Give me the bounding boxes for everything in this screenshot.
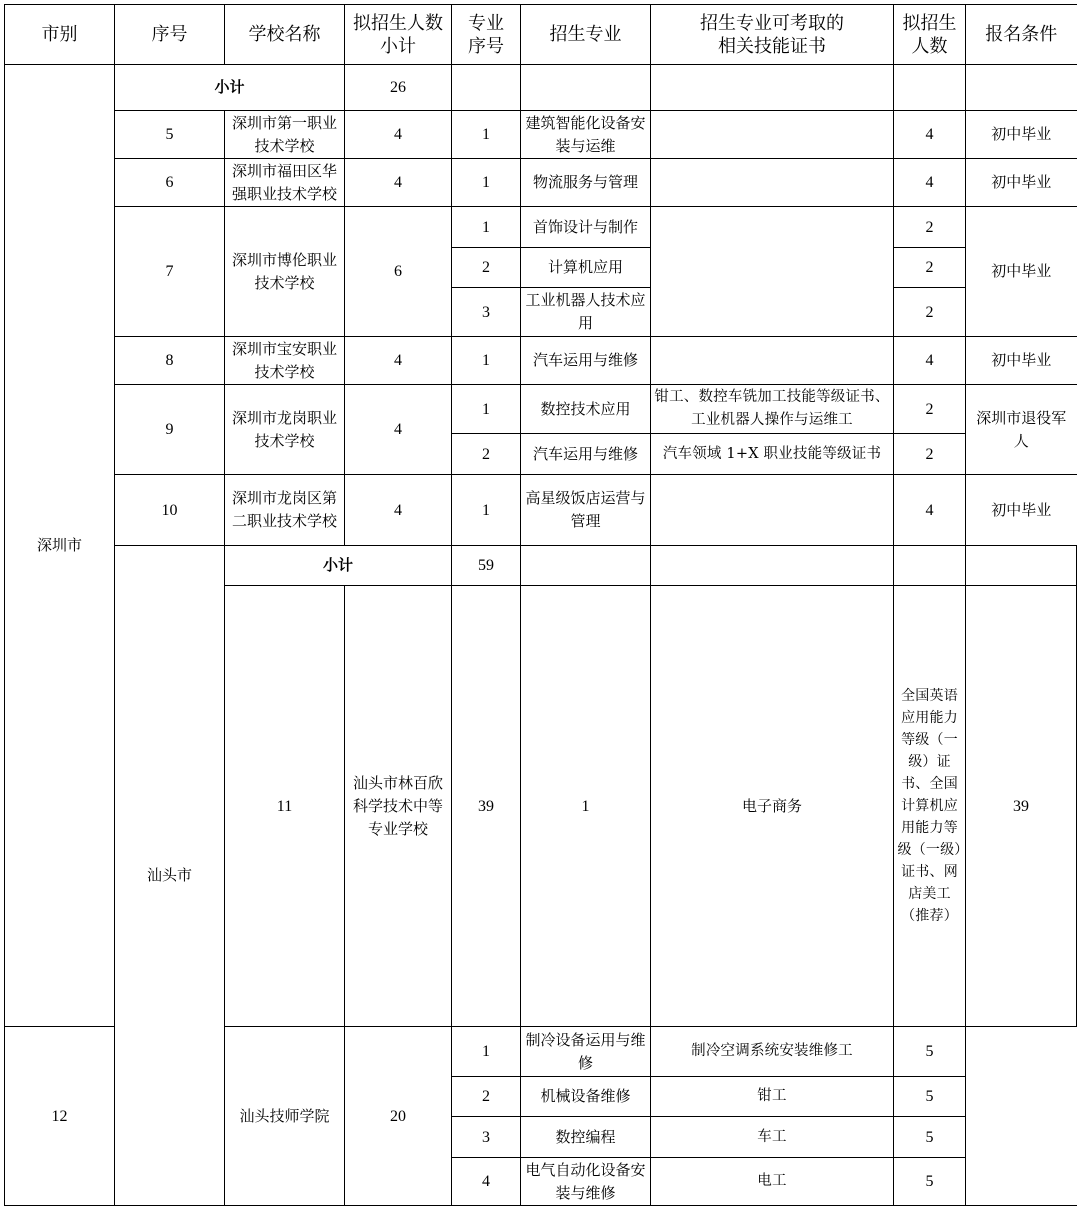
school-seq: 8 (115, 337, 225, 385)
condition: 初中毕业 (966, 337, 1077, 385)
school-total: 4 (345, 159, 452, 207)
header-cert (651, 5, 894, 65)
major-planned: 4 (894, 337, 966, 385)
table-row (5, 337, 1077, 385)
condition: 初中毕业 (966, 159, 1077, 207)
header-planned-total (345, 5, 452, 65)
major-seq: 1 (452, 207, 521, 248)
major-name: 计算机应用 (521, 248, 651, 288)
major-name: 汽车运用与维修 (521, 337, 651, 385)
major-planned: 4 (894, 159, 966, 207)
major-name: 高星级饭店运营与管理 (521, 475, 651, 546)
major-name: 工业机器人技术应用 (521, 288, 651, 337)
major-cert: 全国英语应用能力等级（一级）证书、全国计算机应用能力等级（一级）证书、网店美工（推荐） (894, 586, 966, 1027)
header-condition: 报名条件 (966, 5, 1077, 65)
subtotal-label: 小计 (115, 65, 345, 111)
school-total: 20 (345, 1027, 452, 1206)
school-total: 6 (345, 207, 452, 337)
school-seq: 11 (225, 586, 345, 1027)
header-planned-total-l1: 拟招生人数 (353, 12, 443, 34)
major-seq: 2 (452, 248, 521, 288)
condition: 初中毕业 (966, 475, 1077, 546)
major-planned: 5 (894, 1117, 966, 1158)
school-name: 深圳市宝安职业技术学校 (225, 337, 345, 385)
major-planned: 5 (894, 1027, 966, 1077)
major-name: 数控技术应用 (521, 385, 651, 434)
table-row (5, 475, 1077, 546)
major-seq: 1 (452, 1027, 521, 1077)
school-total: 39 (452, 586, 521, 1027)
header-planned-l2: 人数 (911, 35, 948, 57)
major-cert: 制冷空调系统安装维修工 (651, 1027, 894, 1077)
major-seq: 2 (452, 1077, 521, 1117)
header-major-seq-l2: 序号 (468, 35, 504, 57)
table-row (5, 385, 1077, 434)
major-cert: 电工 (651, 1158, 894, 1206)
major-name: 物流服务与管理 (521, 159, 651, 207)
header-row (5, 5, 1077, 65)
school-total: 4 (345, 385, 452, 475)
major-cert (651, 475, 894, 546)
major-name: 电气自动化设备安装与维修 (521, 1158, 651, 1206)
major-seq: 1 (452, 111, 521, 159)
major-planned: 2 (894, 434, 966, 475)
condition: 初中毕业 (966, 111, 1077, 159)
school-seq: 10 (115, 475, 225, 546)
major-name: 机械设备维修 (521, 1077, 651, 1117)
condition: 深圳市退役军人 (966, 385, 1077, 475)
major-name: 电子商务 (651, 586, 894, 1027)
major-cert: 车工 (651, 1117, 894, 1158)
major-seq: 3 (452, 288, 521, 337)
major-planned: 2 (894, 288, 966, 337)
major-seq: 2 (452, 434, 521, 475)
school-total: 4 (345, 337, 452, 385)
table-row (5, 65, 1077, 111)
school-seq: 9 (115, 385, 225, 475)
table-row (5, 111, 1077, 159)
subtotal-value: 26 (345, 65, 452, 111)
major-cert: 汽车领域 1+X 职业技能等级证书 (651, 434, 894, 475)
header-cert-l1: 招生专业可考取的 (700, 12, 844, 34)
school-total: 4 (345, 475, 452, 546)
major-planned: 4 (894, 111, 966, 159)
major-planned: 5 (894, 1077, 966, 1117)
major-cert (651, 159, 894, 207)
major-planned: 5 (894, 1158, 966, 1206)
major-seq: 1 (521, 586, 651, 1027)
city-shantou: 汕头市 (115, 546, 225, 1206)
school-name: 深圳市博伦职业技术学校 (225, 207, 345, 337)
enrollment-table (4, 4, 1077, 1206)
major-cert (651, 111, 894, 159)
header-planned-l1: 拟招生 (902, 12, 957, 34)
school-name: 汕头技师学院 (225, 1027, 345, 1206)
header-planned-total-l2: 小计 (380, 35, 416, 57)
major-seq: 1 (452, 385, 521, 434)
major-planned: 2 (894, 207, 966, 248)
subtotal-label: 小计 (225, 546, 452, 586)
major-name: 制冷设备运用与维修 (521, 1027, 651, 1077)
major-name: 建筑智能化设备安装与运维 (521, 111, 651, 159)
major-cert: 钳工 (651, 1077, 894, 1117)
school-seq: 6 (115, 159, 225, 207)
city-shenzhen: 深圳市 (5, 65, 115, 1027)
table-row (5, 546, 1077, 586)
major-planned: 39 (966, 586, 1077, 1027)
major-planned: 2 (894, 385, 966, 434)
major-name: 数控编程 (521, 1117, 651, 1158)
school-name: 汕头市林百欣科学技术中等专业学校 (345, 586, 452, 1027)
school-name: 深圳市第一职业技术学校 (225, 111, 345, 159)
subtotal-value: 59 (452, 546, 521, 586)
major-cert (651, 337, 894, 385)
header-planned (894, 5, 966, 65)
table-row (5, 207, 1077, 248)
condition (966, 1027, 1077, 1206)
major-seq: 4 (452, 1158, 521, 1206)
major-name: 首饰设计与制作 (521, 207, 651, 248)
major-seq: 1 (452, 159, 521, 207)
major-cert (651, 207, 894, 337)
major-cert: 钳工、数控车铣加工技能等级证书、工业机器人操作与运维工 (651, 385, 894, 434)
school-seq: 7 (115, 207, 225, 337)
school-seq: 12 (5, 1027, 115, 1206)
header-city: 市别 (5, 5, 115, 65)
major-seq: 3 (452, 1117, 521, 1158)
condition: 初中毕业 (966, 207, 1077, 337)
header-major-seq (452, 5, 521, 65)
table-row (5, 159, 1077, 207)
school-seq: 5 (115, 111, 225, 159)
major-seq: 1 (452, 337, 521, 385)
header-seq: 序号 (115, 5, 225, 65)
header-cert-l2: 相关技能证书 (718, 35, 826, 57)
school-name: 深圳市福田区华强职业技术学校 (225, 159, 345, 207)
school-total: 4 (345, 111, 452, 159)
header-major: 招生专业 (521, 5, 651, 65)
school-name: 深圳市龙岗区第二职业技术学校 (225, 475, 345, 546)
header-school: 学校名称 (225, 5, 345, 65)
school-name: 深圳市龙岗职业技术学校 (225, 385, 345, 475)
major-planned: 4 (894, 475, 966, 546)
major-seq: 1 (452, 475, 521, 546)
major-name: 汽车运用与维修 (521, 434, 651, 475)
major-planned: 2 (894, 248, 966, 288)
header-major-seq-l1: 专业 (468, 12, 504, 34)
